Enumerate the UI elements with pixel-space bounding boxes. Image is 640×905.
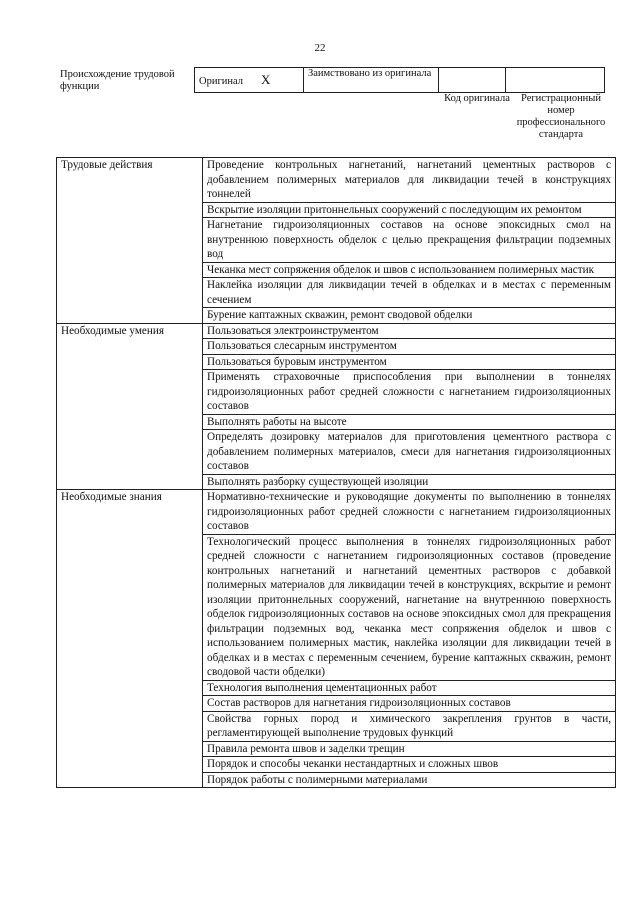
original-cell (195, 68, 304, 93)
table-cell: Порядок и способы чеканки нестандартных и сложных швов (203, 757, 616, 773)
reg-caption: Регистрационный номер профессионального стандарта (516, 93, 606, 140)
reg-number-cell (506, 68, 605, 93)
table-cell: Свойства горных пород и химического закрепления грунтов в части, регламентирующей выполнение трудовых функций (203, 711, 616, 741)
code-cell (439, 68, 506, 93)
table-cell: Пользоваться буровым инструментом (203, 354, 616, 370)
table-cell: Технология выполнения цементационных работ (203, 680, 616, 696)
origin-label: Происхождение трудовой функции (60, 69, 175, 92)
table-cell: Применять страховочные приспособления при выполнении в тоннелях гидроизоляционных работ средней сложности с нагнетанием гидроизоляционных составов (203, 370, 616, 415)
original-mark: X (261, 72, 271, 87)
origin-table (194, 67, 605, 93)
table-cell: Проведение контрольных нагнетаний, нагнетаний цементных растворов с добавлением полимерных материалов для ликвидации течей в конструкциях тоннелей (203, 158, 616, 203)
table-cell: Чеканка мест сопряжения обделок и швов с использованием полимерных мастик (203, 262, 616, 278)
table-cell: Наклейка изоляции для ликвидации течей в обделках и в местах с переменным сечением (203, 278, 616, 308)
table-cell: Вскрытие изоляции притоннельных сооружений с последующим их ремонтом (203, 202, 616, 218)
table-cell: Бурение каптажных скважин, ремонт сводовой обделки (203, 308, 616, 324)
table-cell: Нагнетание гидроизоляционных составов на основе эпоксидных смол на внутреннюю поверхность обделок с целью прекращения фильтрации подземных вод (203, 218, 616, 263)
table-row (57, 158, 616, 203)
table-cell: Выполнять работы на высоте (203, 414, 616, 430)
borrowed-label: Заимствовано из оригинала (304, 68, 439, 93)
table-cell: Пользоваться электроинструментом (203, 323, 616, 339)
table-cell: Выполнять разборку существующей изоляции (203, 474, 616, 490)
original-label: Оригинал (199, 76, 243, 87)
table-cell: Технологический процесс выполнения в тоннелях гидроизоляционных работ средней сложности с нагнетанием гидроизоляционных составов (проведение контрольных нагнетаний и нагнетаний цементных растворов с добавкой полимерных материалов для ликвидации течей в конструкциях, вскрытие и ремонт изоляции притоннельных сооружений, нагнетание на внутреннюю поверхность обделок гидроизоляционных составов на основе эпоксидных смол для прекращения фильтрации подземных вод, чеканка мест сопряжения обделок и швов с использованием полимерных мастик, наклейка изоляции для ликвидации течей в обделках и в местах с переменным сечением, бурение каптажных скважин, ремонт сводовой части обделки) (203, 534, 616, 680)
section-heading: Необходимые знания (57, 490, 203, 788)
page-number: 22 (314, 42, 326, 54)
table-cell: Порядок работы с полимерными материалами (203, 772, 616, 788)
table-row (57, 323, 616, 339)
function-table (56, 157, 616, 788)
table-cell: Правила ремонта швов и заделки трещин (203, 741, 616, 757)
section-heading: Необходимые умения (57, 323, 203, 490)
table-row (57, 490, 616, 535)
table-cell: Нормативно-технические и руководящие документы по выполнению в тоннелях гидроизоляционных работ средней сложности с нагнетанием гидроизоляционных составов (203, 490, 616, 535)
table-cell: Состав растворов для нагнетания гидроизоляционных составов (203, 696, 616, 712)
code-caption: Код оригинала (444, 93, 510, 104)
table-cell: Пользоваться слесарным инструментом (203, 339, 616, 355)
table-cell: Определять дозировку материалов для приготовления цементного раствора с добавлением полимерных материалов, смеси для нагнетания гидроизоляционных составов (203, 430, 616, 475)
section-heading: Трудовые действия (57, 158, 203, 324)
